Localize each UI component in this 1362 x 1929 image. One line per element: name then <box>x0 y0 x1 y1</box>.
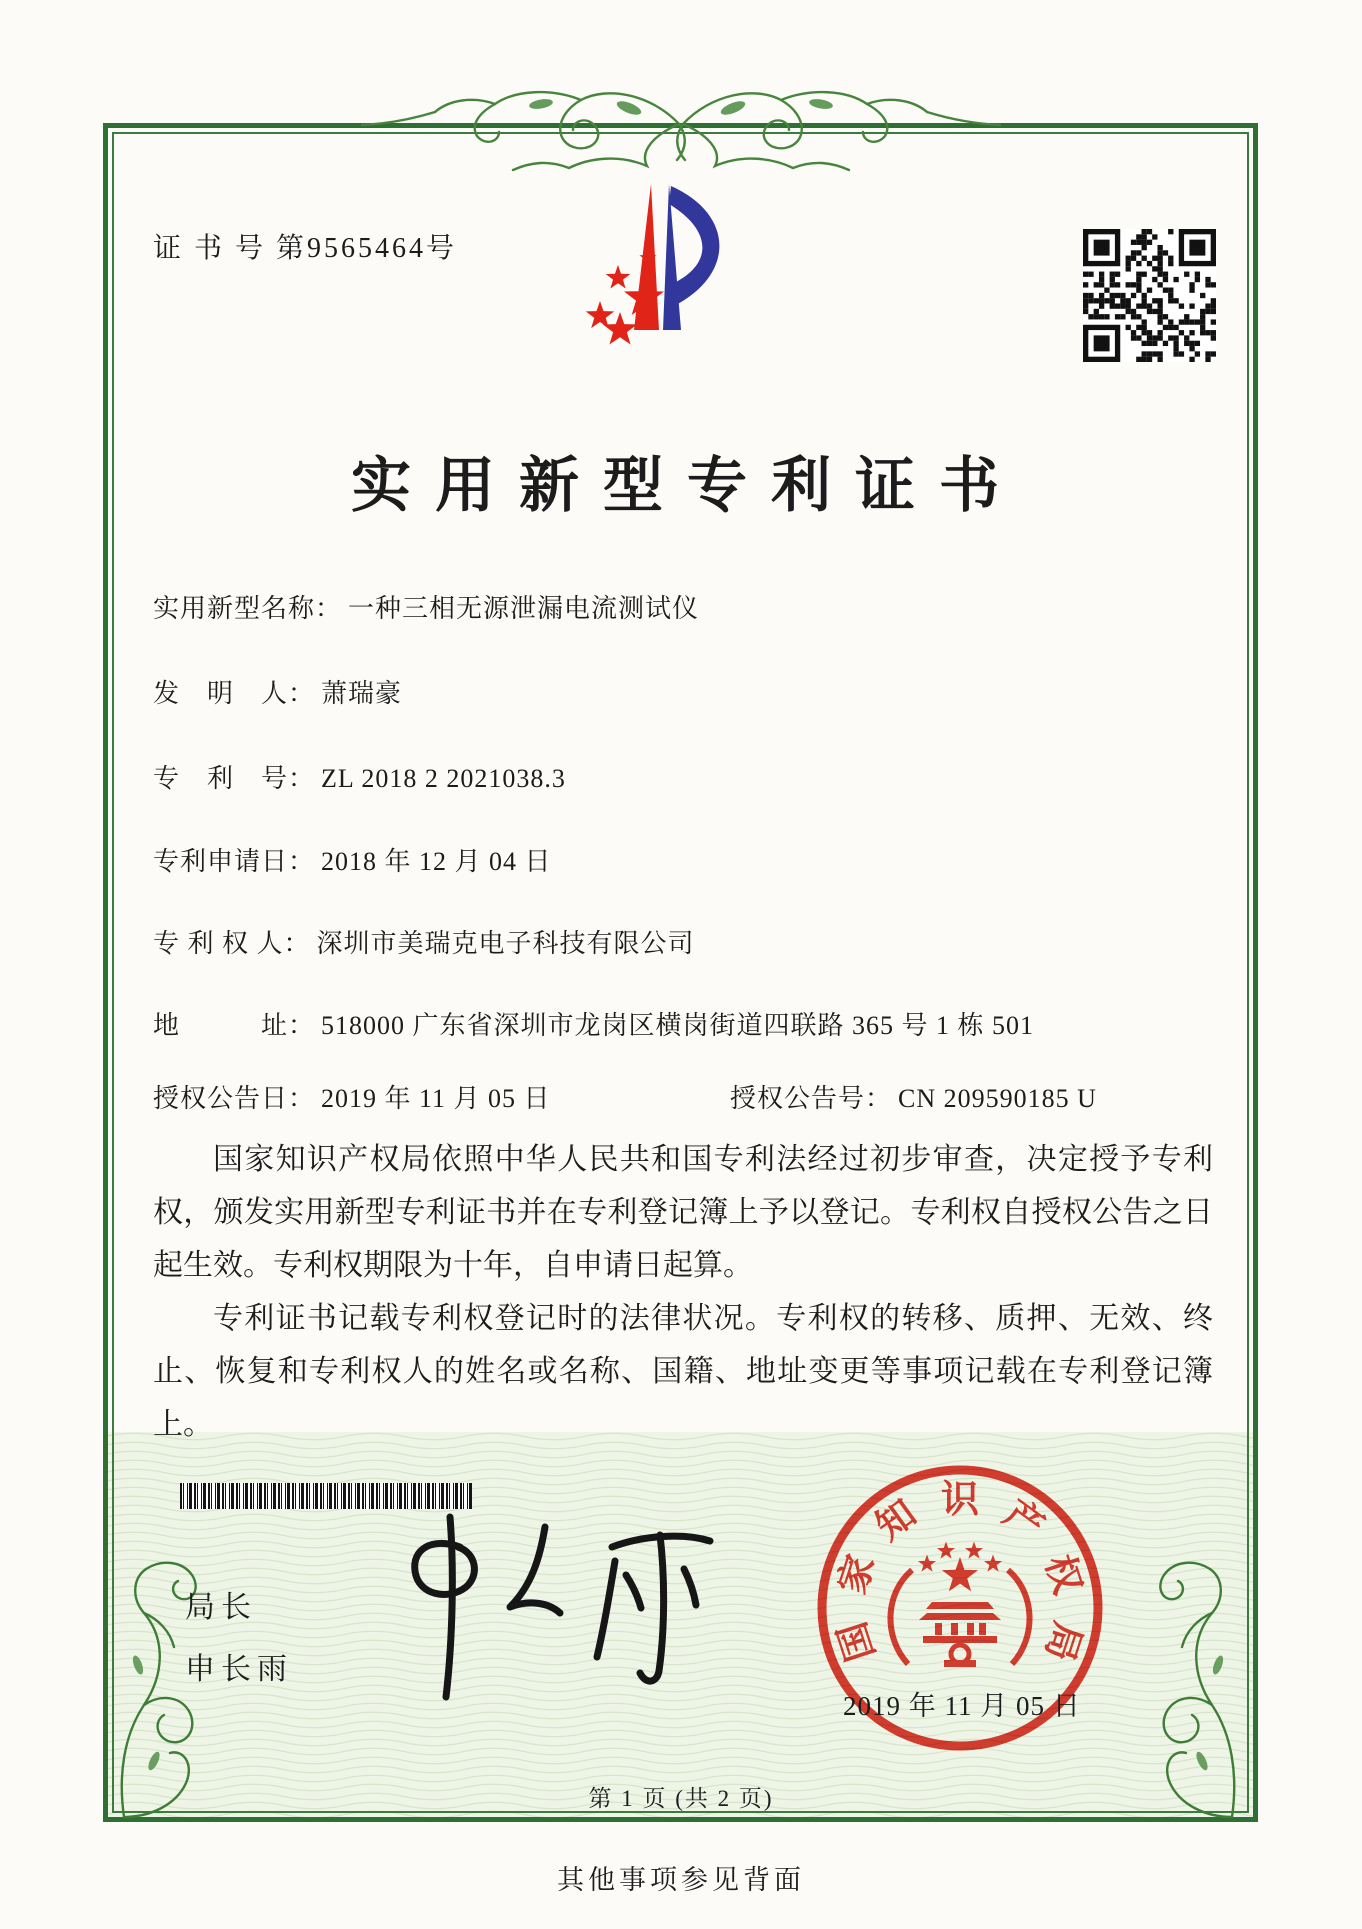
director-title: 局长 <box>185 1591 257 1624</box>
back-side-note: 其他事项参见背面 <box>557 1865 805 1895</box>
field-label: 专利申请日： <box>153 847 316 876</box>
field-row-inventor <box>153 673 1233 710</box>
grant-date-text: 2019 年 11 月 05 日 <box>843 1691 1081 1721</box>
field-row-patentee <box>153 923 1233 960</box>
field-value: 深圳市美瑞克电子科技有限公司 <box>316 929 695 958</box>
field-value: 2018 年 12 月 04 日 <box>321 847 552 876</box>
certificate-number: 证 书 号 第9565464号 <box>153 233 458 264</box>
field-label: 实用新型名称： <box>153 594 343 623</box>
svg-text:识: 识 <box>940 1479 980 1521</box>
field-value: 萧瑞豪 <box>321 679 403 708</box>
field-label: 发 明 人： <box>153 679 316 708</box>
field-row-filing-date <box>153 841 1233 878</box>
svg-text:国: 国 <box>831 1616 884 1666</box>
director-name: 申长雨 <box>185 1653 293 1686</box>
field-label: 专 利 权 人： <box>153 929 311 958</box>
legal-text-block <box>153 1133 1213 1451</box>
field-value: 一种三相无源泄漏电流测试仪 <box>348 594 700 623</box>
field-label: 专 利 号： <box>153 764 316 793</box>
director-block <box>185 1582 293 1706</box>
field-row-address <box>153 1005 1233 1042</box>
field-label: 地 址： <box>153 1011 316 1040</box>
top-scroll-ornament-icon <box>361 74 1001 178</box>
svg-text:产: 产 <box>995 1492 1052 1549</box>
handwritten-signature-icon <box>360 1505 730 1715</box>
national-emblem-icon <box>890 1542 1029 1668</box>
field-value: ZL 2018 2 2021038.3 <box>321 764 566 793</box>
qr-code-icon <box>1083 229 1216 362</box>
field-label: 授权公告日： <box>153 1084 316 1113</box>
field-grant-number <box>730 1078 1097 1115</box>
svg-text:权: 权 <box>1036 1550 1089 1600</box>
page-number: 第 1 页 (共 2 页) <box>588 1786 774 1811</box>
field-value: 518000 广东省深圳市龙岗区横岗街道四联路 365 号 1 栋 501 <box>321 1011 1035 1040</box>
field-label: 授权公告号： <box>730 1084 893 1113</box>
corner-flourish-icon <box>1096 1535 1246 1820</box>
field-row-utility-model-name <box>153 588 1233 625</box>
svg-text:知: 知 <box>868 1492 925 1549</box>
svg-text:局: 局 <box>1036 1616 1089 1666</box>
field-value: 2019 年 11 月 05 日 <box>321 1084 551 1113</box>
field-row-patent-number <box>153 758 1233 795</box>
field-value: CN 209590185 U <box>898 1084 1097 1113</box>
legal-paragraph-1: 国家知识产权局依照中华人民共和国专利法经过初步审查，决定授予专利权，颁发实用新型专利证书并在专利登记簿上予以登记。专利权自授权公告之日起生效。专利权期限为十年，自申请日起算。 <box>153 1143 1213 1282</box>
svg-text:家: 家 <box>831 1550 884 1600</box>
field-row-grant <box>153 1078 1233 1115</box>
certificate-title: 实用新型专利证书 <box>351 453 1023 519</box>
cnipa-logo-icon <box>518 178 748 348</box>
legal-paragraph-2: 专利证书记载专利权登记时的法律状况。专利权的转移、质押、无效、终止、恢复和专利权人的姓名或名称、国籍、地址变更等事项记载在专利登记簿上。 <box>153 1302 1213 1441</box>
